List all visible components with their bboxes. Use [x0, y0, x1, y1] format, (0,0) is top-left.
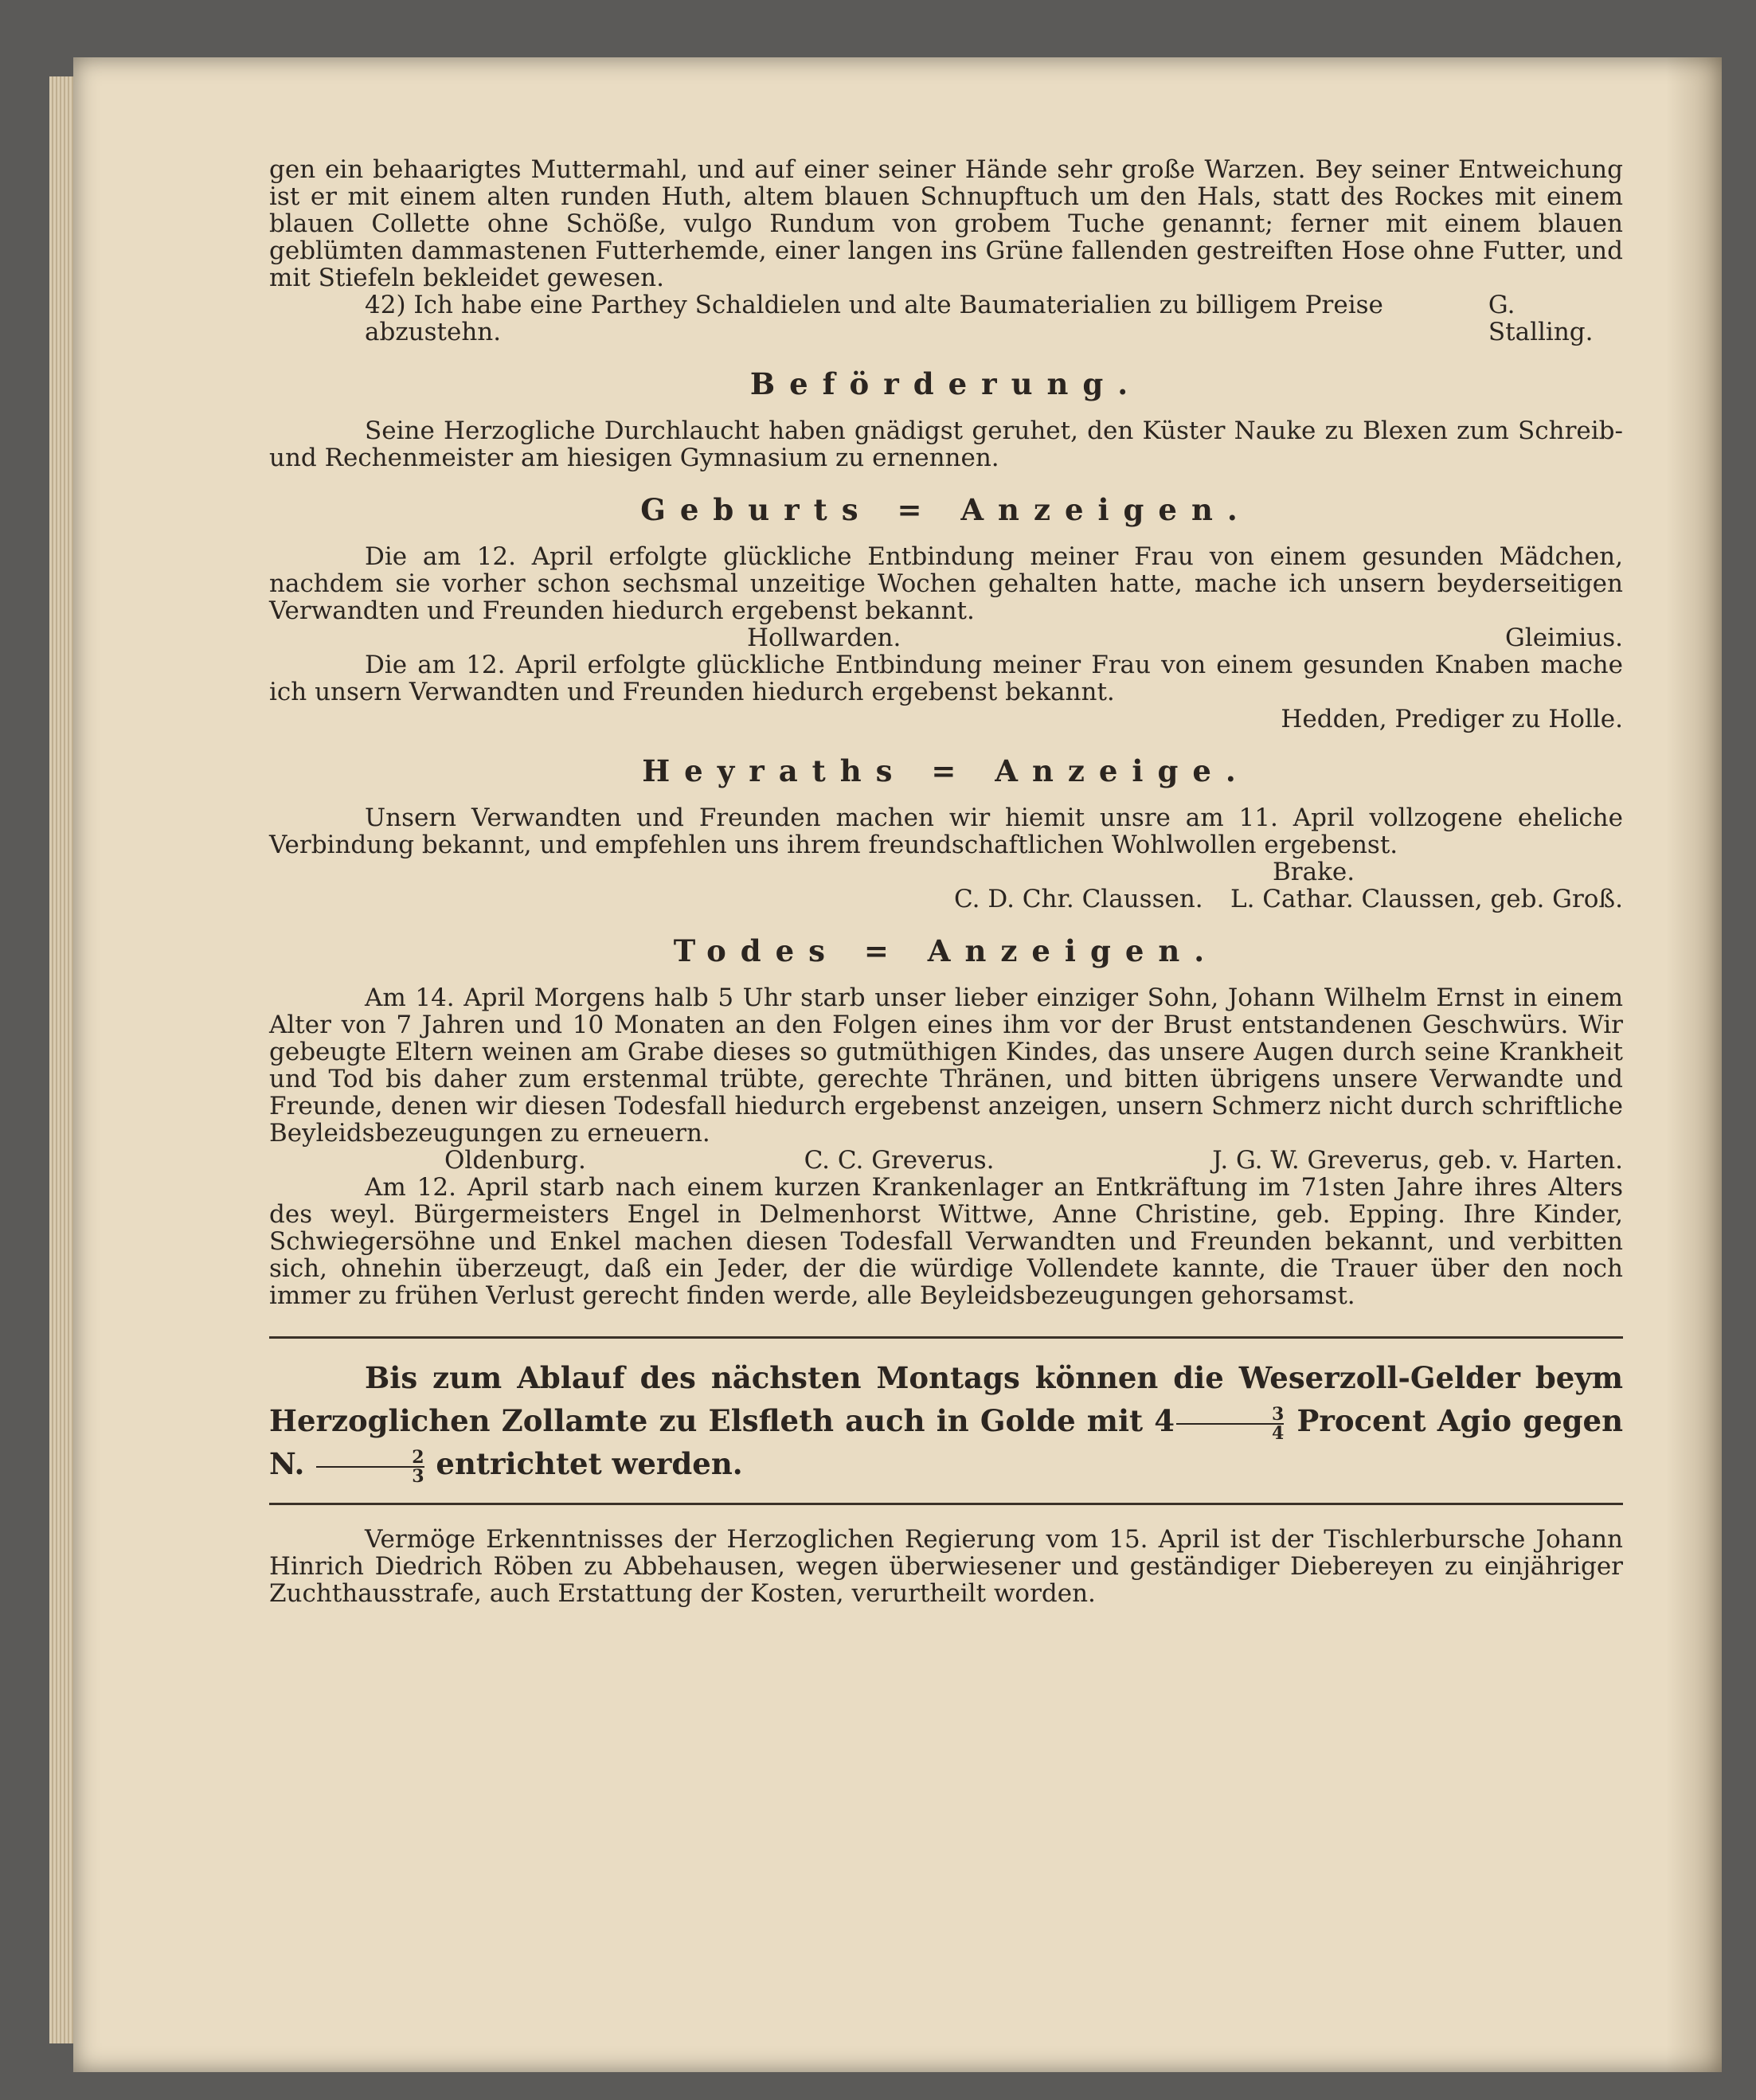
heading-befoerderung: Beförderung.	[749, 366, 1143, 401]
birth-entry-1-place: Hollwarden.	[747, 624, 901, 652]
marriage-place: Brake.	[1273, 858, 1355, 886]
fraction-1-denominator: 4	[1272, 1422, 1285, 1444]
marriage-footer	[269, 858, 1623, 886]
page-stack-edge	[49, 76, 76, 2043]
heading-geburts: Geburts = Anzeigen.	[640, 492, 1252, 527]
fraction-2-denominator: 3	[412, 1465, 424, 1487]
heading-heyraths: Heyraths = Anzeige.	[642, 753, 1250, 788]
death-entry-2-text: Am 12. April starb nach einem kurzen Krankenlager an Entkräftung im 71sten Jahre ihres Alters des weyl. Bürgermeisters Engel in Delmenhorst Wittwe, Anne Christine, geb. Epping. Ihre Kinder, Schwiegersöhne und Enkel machen diesen Todesfall Verwandten und Freunden bekannt, und verbitten sich, ohnehin überzeugt, daß ein Jeder, der die würdige Vollendete kannte, die Trauer über den noch immer zu frühen Verlust gerecht finden werde, alle Beyleidsbezeugungen gehorsamst.	[269, 1173, 1623, 1310]
death-entry-1-signature-1: C. C. Greverus.	[804, 1146, 995, 1175]
customs-notice	[269, 1356, 1623, 1485]
death-entry-1-place: Oldenburg.	[444, 1146, 586, 1175]
fraction-1-numerator: 3	[1176, 1406, 1284, 1425]
birth-entry-2-signature: Hedden, Prediger zu Holle.	[1281, 705, 1623, 733]
customs-notice-part-2: Procent Agio gegen N.	[269, 1403, 1623, 1481]
item-42-signature: G. Stalling.	[1488, 291, 1594, 346]
marriage-signature-2: L. Cathar. Claussen, geb. Groß.	[1230, 885, 1623, 913]
marriage-text: Unsern Verwandten und Freunden machen wir hiemit unsre am 11. April vollzogene eheliche Verbindung bekannt, und empfehlen uns ihrem freundschaftlichen Wohlwollen ergebenst.	[269, 804, 1623, 859]
divider-bottom	[269, 1503, 1623, 1505]
page-content	[269, 156, 1623, 1607]
customs-notice-part-1: Bis zum Ablauf des nächsten Montags können die Weserzoll-Gelder beym Herzoglichen Zollamte zu Elsfleth auch in Golde mit 4	[269, 1360, 1623, 1438]
verdict-text: Vermöge Erkenntnisses der Herzoglichen Regierung vom 15. April ist der Tischlerbursche Johann Hinrich Diedrich Röben zu Abbehausen, wegen überwiesener und geständiger Diebereyen zu einjähriger Zuchthausstrafe, auch Erstattung der Kosten, verurtheilt worden.	[269, 1525, 1623, 1608]
heading-todes: Todes = Anzeigen.	[673, 933, 1219, 968]
marriage-signature-1: C. D. Chr. Claussen.	[954, 885, 1203, 913]
birth-entry-1-footer	[269, 624, 1623, 651]
customs-notice-text	[269, 1356, 1623, 1485]
birth-entry-1-text: Die am 12. April erfolgte glückliche Entbindung meiner Frau von einem gesunden Mädchen, nachdem sie vorher schon sechsmal unzeitige Wochen gehalten hatte, mache ich unsern beyderseitigen Verwandten und Freunden hiedurch ergebenst bekannt.	[269, 542, 1623, 625]
death-entry-1-text: Am 14. April Morgens halb 5 Uhr starb unser lieber einziger Sohn, Johann Wilhelm Ernst in einem Alter von 7 Jahren und 10 Monaten an den Folgen eines ihm vor der Brust entstandenen Geschwürs. Wir gebeugte Eltern weinen am Grabe dieses so gutmüthigen Kindes, das unsere Augen durch seine Krankheit und Tod bis daher zum erstenmal trübte, gerechte Thränen, und bitten übrigens unsere Verwandte und Freunde, denen wir diesen Todesfall hiedurch ergebenst anzeigen, unsern Schmerz nicht durch schriftliche Beyleidsbezeugungen zu erneuern.	[269, 984, 1623, 1148]
death-entry-1-footer	[269, 1147, 1623, 1174]
marriage-signatures	[269, 886, 1623, 913]
fraction-two-thirds	[316, 1446, 424, 1487]
item-42	[269, 291, 1623, 346]
item-42-text: 42) Ich habe eine Parthey Schaldielen und alte Baumaterialien zu billigem Preise abzustehn.	[365, 291, 1383, 346]
birth-entry-2-text: Die am 12. April erfolgte glückliche Entbindung meiner Frau von einem gesunden Knaben mache ich unsern Verwandten und Freunden hiedurch ergebenst bekannt.	[269, 651, 1623, 706]
page-gutter-shadow	[1666, 57, 1722, 2072]
fraction-three-quarters	[1176, 1403, 1285, 1444]
customs-notice-part-3: entrichtet werden.	[425, 1446, 743, 1481]
divider-top	[269, 1336, 1623, 1339]
befoerderung-text: Seine Herzogliche Durchlaucht haben gnädigst geruhet, den Küster Nauke zu Blexen zum Schreib- und Rechenmeister am hiesigen Gymnasium zu ernennen.	[269, 416, 1623, 472]
continuation-paragraph: gen ein behaarigtes Muttermahl, und auf einer seiner Hände sehr große Warzen. Bey seiner Entweichung ist er mit einem alten runden Huth, altem blauen Schnupftuch um den Hals, statt des Rockes mit einem blauen Collette ohne Schöße, vulgo Rundum von grobem Tuche genannt; ferner mit einem blauen geblümten dammastenen Futterhemde, einer langen ins Grüne fallenden gestreiften Hose ohne Futter, und mit Stiefeln bekleidet gewesen.	[269, 155, 1623, 292]
birth-entry-1-signature: Gleimius.	[1505, 624, 1623, 652]
death-entry-1-signature-2: J. G. W. Greverus, geb. v. Harten.	[1212, 1146, 1623, 1175]
fraction-2-numerator: 2	[316, 1449, 424, 1468]
